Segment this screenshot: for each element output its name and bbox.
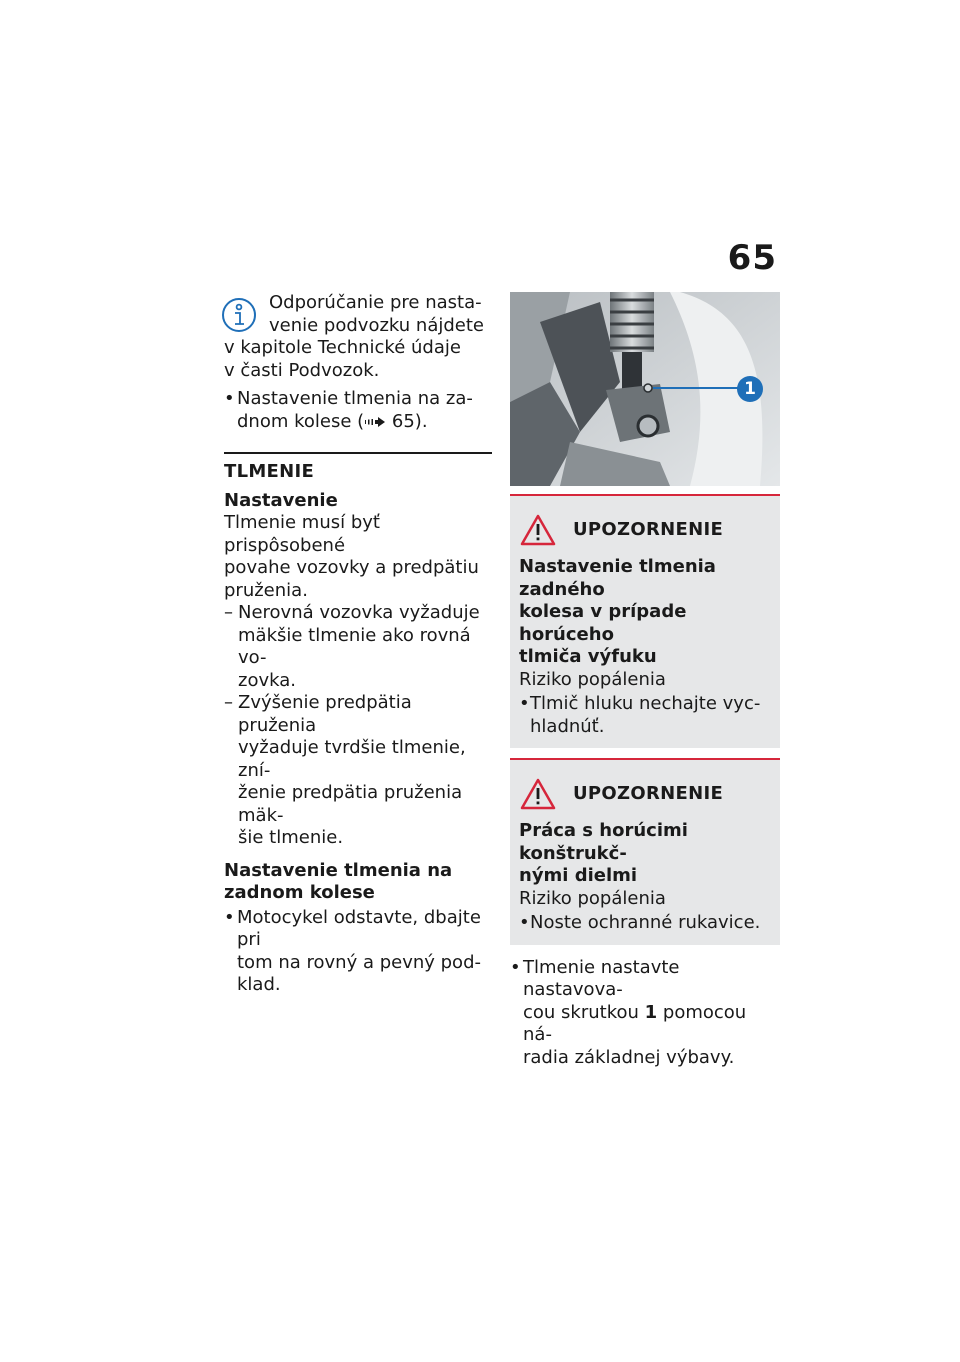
intro-line: povahe vozovky a predpätiu bbox=[224, 557, 479, 578]
bullet-dot: • bbox=[224, 906, 235, 928]
arrow-icon[interactable] bbox=[364, 416, 386, 428]
warning-heading-line: Práca s horúcimi konštrukč- bbox=[519, 820, 688, 864]
rear-heading bbox=[224, 860, 492, 905]
warning-icon bbox=[520, 778, 556, 810]
intro-line: Tlmenie musí byť prispôsobené bbox=[224, 512, 380, 556]
subtitle: Nastavenie bbox=[224, 489, 338, 511]
dash-line: mäkšie tlmenie ako rovná vo- bbox=[238, 624, 471, 668]
dash-item bbox=[224, 692, 492, 850]
bullet-line: klad. bbox=[237, 974, 281, 995]
page-number: 65 bbox=[727, 238, 777, 278]
rear-heading-line: zadnom kolese bbox=[224, 882, 375, 903]
dash-line: šie tlmenie. bbox=[238, 827, 344, 848]
bullet-line: Noste ochranné rukavice. bbox=[530, 912, 761, 933]
bullet-line: Nastavenie tlmenia na za- bbox=[237, 388, 473, 409]
section-title: TLMENIE bbox=[224, 461, 315, 482]
info-line: v kapitole Technické údaje bbox=[224, 337, 461, 358]
warning-bullet bbox=[519, 693, 771, 738]
warning-heading-line: Nastavenie tlmenia zadného bbox=[519, 556, 716, 600]
info-note bbox=[224, 292, 492, 382]
dash-line: Nerovná vozovka vyžaduje bbox=[238, 602, 480, 623]
warning-title: UPOZORNENIE bbox=[573, 518, 724, 540]
bullet-line: Tlmenie nastavte nastavova- bbox=[523, 956, 680, 1000]
dash-marker: – bbox=[224, 602, 233, 623]
rear-heading-line: Nastavenie tlmenia na bbox=[224, 859, 453, 881]
rear-bullet bbox=[224, 907, 492, 997]
warning-icon bbox=[520, 514, 556, 546]
warning-heading bbox=[519, 556, 771, 669]
info-line: Odporúčanie pre nasta- bbox=[269, 292, 482, 313]
dash-line: zovka. bbox=[238, 669, 296, 691]
bullet-line: 65). bbox=[386, 410, 428, 432]
bullet-dot: • bbox=[510, 956, 521, 978]
bullet-dot: • bbox=[519, 912, 530, 933]
bullet-line: tom na rovný a pevný pod- bbox=[237, 951, 481, 973]
screw-reference: 1 bbox=[644, 1001, 658, 1023]
bullet-line: Tlmič hluku nechajte vyc- bbox=[530, 693, 761, 714]
warning-heading-line: kolesa v prípade horúceho bbox=[519, 601, 687, 645]
callout-badge: 1 bbox=[737, 376, 763, 402]
dash-item bbox=[224, 602, 492, 692]
bullet-line: Motocykel odstavte, dbajte pri bbox=[237, 906, 481, 950]
warning-heading-line: nými dielmi bbox=[519, 865, 638, 886]
info-bullet bbox=[224, 388, 492, 433]
dash-line: ženie predpätia pruženia mäk- bbox=[238, 782, 463, 826]
info-icon bbox=[220, 296, 258, 334]
dash-line: vyžaduje tvrdšie tlmenie, zní- bbox=[238, 737, 466, 781]
warning-box bbox=[510, 494, 780, 748]
warning-risk: Riziko popálenia bbox=[519, 887, 666, 909]
warning-bullet bbox=[519, 912, 771, 935]
bullet-line: dnom kolese ( bbox=[237, 410, 365, 432]
warning-risk: Riziko popálenia bbox=[519, 668, 666, 690]
warning-box bbox=[510, 758, 780, 945]
bullet-line: radia základnej výbavy. bbox=[523, 1046, 735, 1068]
warning-heading-line: tlmiča výfuku bbox=[519, 646, 657, 667]
shock-absorber-photo bbox=[510, 292, 780, 486]
bullet-line: hladnúť. bbox=[530, 715, 605, 737]
bullet-text: pomocou ná- bbox=[523, 1001, 747, 1045]
final-bullet bbox=[510, 957, 780, 1070]
right-column bbox=[510, 292, 780, 1069]
intro-line: pruženia. bbox=[224, 579, 308, 601]
dash-line: Zvýšenie predpätia pruženia bbox=[238, 692, 412, 736]
left-column bbox=[224, 292, 492, 997]
dash-marker: – bbox=[224, 692, 233, 713]
info-line: v časti Podvozok. bbox=[224, 359, 380, 381]
bullet-dot: • bbox=[519, 693, 530, 714]
intro-text bbox=[224, 512, 492, 602]
bullet-line bbox=[523, 1002, 780, 1047]
bullet-dot: • bbox=[224, 388, 235, 409]
section-divider bbox=[224, 452, 492, 454]
warning-header bbox=[519, 508, 771, 552]
warning-heading bbox=[519, 820, 771, 888]
warning-title: UPOZORNENIE bbox=[573, 782, 724, 804]
info-line: venie podvozku nájdete bbox=[269, 314, 484, 336]
bullet-text: cou skrutkou bbox=[523, 1001, 645, 1023]
warning-header bbox=[519, 772, 771, 816]
